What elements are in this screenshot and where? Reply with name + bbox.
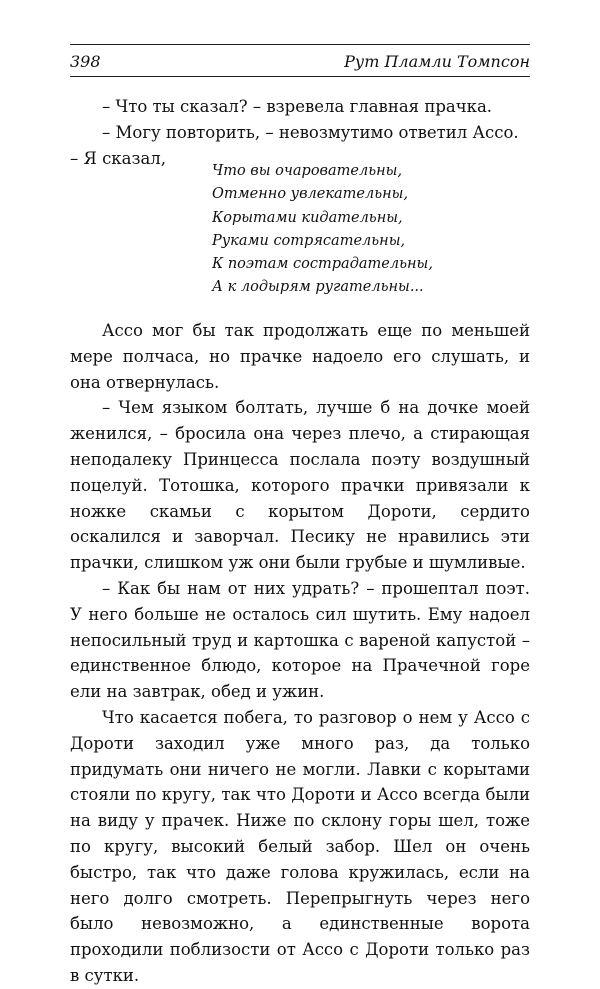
poem-line: К поэтам сострадательны,: [212, 256, 433, 273]
poem-line: Что вы очаровательны,: [212, 163, 403, 179]
poem-line: Руками сотрясательны,: [212, 232, 406, 249]
paragraph: Ассо мог бы так продолжать еще по меньшей мере полчаса, но прачке надоело его слушать, и она отвернулась.: [70, 321, 530, 392]
intro-line-1: – Что ты сказал? – взревела главная прачка.: [102, 97, 493, 116]
paragraph: – Чем языком болтать, лучше б на дочке моей женился, – бросила она через плечо, а стирающая неподалеку Принцесса послала поэту воздушный поцелуй. Тотошка, которого прачки привязали к ножке скамьи с корытом Дороти, сердито оскалился и заворчал. Песику не нравились эти прачки, слишком уж они были грубые и шумливые.: [70, 398, 530, 573]
paragraph: – Как бы нам от них удрать? – прошептал поэт. У него больше не осталось сил шутить. Ему надоел непосильный труд и картошка с вареной капустой – единственное блюдо, которое на Прачечной горе ели на завтрак, обед и ужин.: [70, 578, 530, 702]
poem: [212, 160, 433, 300]
poem-line: Корытами кидательны,: [212, 209, 403, 226]
paragraph: Что касается побега, то разговор о нем у Ассо с Дороти заходил уже много раз, да только придумать они ничего не могли. Лавки с корытами стояли по кругу, так что Дороти и Ассо всегда были на виду у прачек. Ниже по склону горы шел, тоже по кругу, высокий белый забор. Шел он очень быстро, так что даже голова кружилась, если на него долго смотреть. Перепрыгнуть через него было невозможно, а единственные ворота проходили поблизости от Ассо с Дороти только раз в сутки.: [70, 707, 530, 985]
intro-line-2: – Могу повторить, – невозмутимо ответил Ассо. – Я сказал,: [70, 122, 519, 168]
page-number: 398: [70, 52, 101, 71]
main-text: [70, 318, 530, 989]
poem-line: А к лодырям ругательны...: [212, 279, 424, 296]
running-header-author: Рут Пламли Томпсон: [344, 52, 530, 71]
poem-line: Отменно увлекательны,: [212, 186, 409, 203]
header-rule-bottom: [70, 76, 530, 77]
header-rule-top: [70, 44, 530, 45]
